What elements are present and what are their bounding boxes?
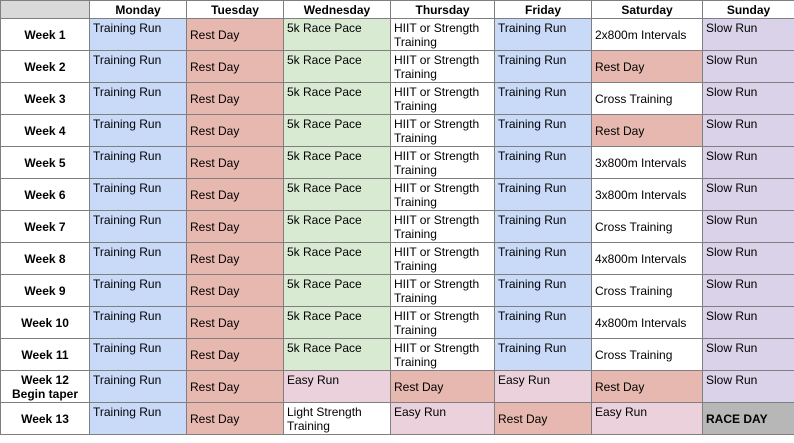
schedule-cell-tuesday[interactable] — [187, 83, 284, 115]
table-row — [1, 83, 794, 115]
schedule-body — [1, 19, 794, 435]
cell-text: Training Run — [498, 341, 567, 355]
cell-text: HIIT or Strength Training — [394, 181, 480, 209]
schedule-cell-friday[interactable] — [495, 403, 592, 435]
schedule-cell-wednesday[interactable] — [284, 371, 391, 403]
cell-text: 5k Race Pace — [287, 213, 362, 227]
cell-text: Cross Training — [595, 91, 673, 106]
schedule-cell-thursday[interactable] — [391, 243, 495, 275]
cell-text: Slow Run — [706, 149, 758, 163]
cell-text: Training Run — [498, 309, 567, 323]
cell-text: HIIT or Strength Training — [394, 21, 480, 49]
schedule-cell-tuesday[interactable] — [187, 147, 284, 179]
cell-text: Rest Day — [595, 379, 645, 394]
cell-text: Training Run — [498, 213, 567, 227]
schedule-cell-saturday[interactable] — [592, 83, 703, 115]
cell-text: Rest Day — [190, 315, 240, 330]
schedule-cell-tuesday[interactable] — [187, 179, 284, 211]
table-row — [1, 403, 794, 435]
week-label: Week 8 — [1, 243, 90, 275]
table-row — [1, 179, 794, 211]
column-header-saturday: Saturday — [592, 1, 703, 19]
week-label: Week 4 — [1, 115, 90, 147]
schedule-cell-tuesday[interactable] — [187, 339, 284, 371]
week-label: Week 11 — [1, 339, 90, 371]
schedule-cell-wednesday[interactable] — [284, 51, 391, 83]
schedule-cell-thursday[interactable] — [391, 19, 495, 51]
cell-text: Easy Run — [394, 405, 447, 419]
cell-text: Slow Run — [706, 277, 758, 291]
table-row — [1, 51, 794, 83]
table-row — [1, 211, 794, 243]
table-row — [1, 307, 794, 339]
cell-text: Training Run — [93, 405, 162, 419]
schedule-cell-friday[interactable] — [495, 147, 592, 179]
schedule-cell-wednesday[interactable] — [284, 307, 391, 339]
column-header-thursday: Thursday — [391, 1, 495, 19]
schedule-cell-tuesday[interactable] — [187, 403, 284, 435]
cell-text: HIIT or Strength Training — [394, 309, 480, 337]
cell-text: RACE DAY — [706, 411, 768, 426]
cell-text: Rest Day — [190, 251, 240, 266]
cell-text: 5k Race Pace — [287, 181, 362, 195]
week-label: Week 9 — [1, 275, 90, 307]
cell-text: Training Run — [93, 21, 162, 35]
schedule-cell-monday[interactable] — [90, 371, 187, 403]
cell-text: Rest Day — [190, 59, 240, 74]
cell-text: Rest Day — [595, 59, 645, 74]
schedule-cell-friday[interactable] — [495, 51, 592, 83]
cell-text: Rest Day — [190, 123, 240, 138]
schedule-cell-friday[interactable] — [495, 19, 592, 51]
table-row — [1, 115, 794, 147]
cell-text: Training Run — [93, 341, 162, 355]
cell-text: Training Run — [93, 213, 162, 227]
schedule-cell-sunday[interactable] — [703, 211, 794, 243]
schedule-cell-monday[interactable] — [90, 19, 187, 51]
column-header-monday: Monday — [90, 1, 187, 19]
schedule-cell-sunday[interactable] — [703, 275, 794, 307]
cell-text: HIIT or Strength Training — [394, 341, 480, 369]
schedule-cell-saturday[interactable] — [592, 403, 703, 435]
schedule-cell-thursday[interactable] — [391, 51, 495, 83]
cell-text: Training Run — [93, 85, 162, 99]
schedule-cell-saturday[interactable] — [592, 371, 703, 403]
schedule-cell-thursday[interactable] — [391, 179, 495, 211]
cell-text: 4x800m Intervals — [595, 251, 687, 266]
cell-text: Slow Run — [706, 117, 758, 131]
column-header-friday: Friday — [495, 1, 592, 19]
schedule-cell-thursday[interactable] — [391, 83, 495, 115]
schedule-cell-thursday[interactable] — [391, 275, 495, 307]
cell-text: 5k Race Pace — [287, 309, 362, 323]
cell-text: Rest Day — [190, 411, 240, 426]
schedule-cell-monday[interactable] — [90, 307, 187, 339]
cell-text: Training Run — [498, 53, 567, 67]
schedule-cell-monday[interactable] — [90, 115, 187, 147]
cell-text: HIIT or Strength Training — [394, 149, 480, 177]
cell-text: Rest Day — [595, 123, 645, 138]
week-label: Week 12 Begin taper — [1, 371, 90, 403]
cell-text: Slow Run — [706, 53, 758, 67]
week-label: Week 7 — [1, 211, 90, 243]
schedule-cell-thursday[interactable] — [391, 339, 495, 371]
cell-text: 5k Race Pace — [287, 117, 362, 131]
schedule-cell-monday[interactable] — [90, 275, 187, 307]
cell-text: Easy Run — [287, 373, 340, 387]
schedule-cell-wednesday[interactable] — [284, 19, 391, 51]
table-row — [1, 19, 794, 51]
schedule-cell-monday[interactable] — [90, 403, 187, 435]
cell-text: Slow Run — [706, 245, 758, 259]
cell-text: HIIT or Strength Training — [394, 245, 480, 273]
cell-text: 5k Race Pace — [287, 277, 362, 291]
column-header-wednesday: Wednesday — [284, 1, 391, 19]
cell-text: 5k Race Pace — [287, 53, 362, 67]
cell-text: 5k Race Pace — [287, 149, 362, 163]
schedule-cell-monday[interactable] — [90, 83, 187, 115]
schedule-cell-thursday[interactable] — [391, 403, 495, 435]
cell-text: Slow Run — [706, 309, 758, 323]
cell-text: 4x800m Intervals — [595, 315, 687, 330]
week-label: Week 13 — [1, 403, 90, 435]
schedule-cell-friday[interactable] — [495, 115, 592, 147]
cell-text: Training Run — [93, 149, 162, 163]
cell-text: Training Run — [93, 245, 162, 259]
schedule-cell-saturday[interactable] — [592, 339, 703, 371]
table-row — [1, 339, 794, 371]
schedule-cell-wednesday[interactable] — [284, 211, 391, 243]
schedule-cell-saturday[interactable] — [592, 19, 703, 51]
schedule-cell-saturday[interactable] — [592, 51, 703, 83]
schedule-cell-thursday[interactable] — [391, 115, 495, 147]
schedule-cell-wednesday[interactable] — [284, 83, 391, 115]
cell-text: Slow Run — [706, 213, 758, 227]
week-label: Week 10 — [1, 307, 90, 339]
cell-text: 3x800m Intervals — [595, 187, 687, 202]
schedule-cell-wednesday[interactable] — [284, 275, 391, 307]
cell-text: Training Run — [93, 117, 162, 131]
schedule-cell-tuesday[interactable] — [187, 243, 284, 275]
cell-text: Light Strength Training — [287, 405, 362, 433]
schedule-cell-wednesday[interactable] — [284, 339, 391, 371]
cell-text: Training Run — [498, 149, 567, 163]
cell-text: 5k Race Pace — [287, 21, 362, 35]
schedule-cell-friday[interactable] — [495, 307, 592, 339]
schedule-cell-thursday[interactable] — [391, 371, 495, 403]
header-row — [1, 1, 794, 19]
schedule-cell-sunday[interactable] — [703, 339, 794, 371]
table-row — [1, 275, 794, 307]
schedule-cell-saturday[interactable] — [592, 211, 703, 243]
cell-text: Rest Day — [190, 155, 240, 170]
cell-text: Rest Day — [394, 379, 444, 394]
cell-text: Rest Day — [190, 187, 240, 202]
cell-text: Rest Day — [190, 283, 240, 298]
cell-text: Training Run — [498, 181, 567, 195]
cell-text: 5k Race Pace — [287, 341, 362, 355]
cell-text: Training Run — [93, 277, 162, 291]
cell-text: Slow Run — [706, 373, 758, 387]
schedule-cell-wednesday[interactable] — [284, 115, 391, 147]
schedule-cell-wednesday[interactable] — [284, 147, 391, 179]
schedule-cell-friday[interactable] — [495, 83, 592, 115]
week-label: Week 3 — [1, 83, 90, 115]
cell-text: Training Run — [93, 53, 162, 67]
schedule-cell-monday[interactable] — [90, 147, 187, 179]
cell-text: 5k Race Pace — [287, 85, 362, 99]
schedule-cell-sunday[interactable] — [703, 243, 794, 275]
schedule-cell-saturday[interactable] — [592, 179, 703, 211]
schedule-cell-sunday[interactable] — [703, 115, 794, 147]
cell-text: HIIT or Strength Training — [394, 213, 480, 241]
cell-text: Rest Day — [190, 27, 240, 42]
cell-text: 2x800m Intervals — [595, 27, 687, 42]
schedule-cell-thursday[interactable] — [391, 307, 495, 339]
schedule-cell-monday[interactable] — [90, 339, 187, 371]
schedule-cell-friday[interactable] — [495, 211, 592, 243]
schedule-cell-thursday[interactable] — [391, 211, 495, 243]
week-label: Week 2 — [1, 51, 90, 83]
cell-text: Training Run — [93, 181, 162, 195]
schedule-cell-sunday[interactable] — [703, 371, 794, 403]
schedule-cell-wednesday[interactable] — [284, 243, 391, 275]
schedule-cell-monday[interactable] — [90, 243, 187, 275]
table-row — [1, 371, 794, 403]
schedule-cell-tuesday[interactable] — [187, 275, 284, 307]
schedule-cell-friday[interactable] — [495, 243, 592, 275]
schedule-cell-sunday[interactable] — [703, 403, 794, 435]
cell-text: Slow Run — [706, 21, 758, 35]
cell-text: Rest Day — [498, 411, 548, 426]
schedule-cell-wednesday[interactable] — [284, 179, 391, 211]
week-label: Week 1 — [1, 19, 90, 51]
cell-text: Cross Training — [595, 347, 673, 362]
schedule-cell-friday[interactable] — [495, 275, 592, 307]
cell-text: Training Run — [498, 245, 567, 259]
schedule-cell-thursday[interactable] — [391, 147, 495, 179]
cell-text: HIIT or Strength Training — [394, 277, 480, 305]
schedule-cell-friday[interactable] — [495, 371, 592, 403]
cell-text: Rest Day — [190, 379, 240, 394]
cell-text: Slow Run — [706, 85, 758, 99]
cell-text: 3x800m Intervals — [595, 155, 687, 170]
schedule-cell-saturday[interactable] — [592, 147, 703, 179]
column-header-sunday: Sunday — [703, 1, 794, 19]
schedule-cell-friday[interactable] — [495, 179, 592, 211]
schedule-cell-sunday[interactable] — [703, 19, 794, 51]
week-label: Week 5 — [1, 147, 90, 179]
schedule-cell-tuesday[interactable] — [187, 51, 284, 83]
cell-text: Rest Day — [190, 91, 240, 106]
schedule-cell-sunday[interactable] — [703, 83, 794, 115]
schedule-cell-tuesday[interactable] — [187, 307, 284, 339]
cell-text: Training Run — [498, 21, 567, 35]
schedule-cell-friday[interactable] — [495, 339, 592, 371]
schedule-cell-tuesday[interactable] — [187, 211, 284, 243]
cell-text: Slow Run — [706, 181, 758, 195]
schedule-cell-tuesday[interactable] — [187, 371, 284, 403]
cell-text: Training Run — [93, 309, 162, 323]
cell-text: Easy Run — [595, 405, 648, 419]
schedule-cell-saturday[interactable] — [592, 115, 703, 147]
cell-text: Training Run — [498, 277, 567, 291]
schedule-cell-sunday[interactable] — [703, 179, 794, 211]
schedule-cell-tuesday[interactable] — [187, 19, 284, 51]
corner-cell — [1, 1, 90, 19]
schedule-cell-saturday[interactable] — [592, 243, 703, 275]
cell-text: 5k Race Pace — [287, 245, 362, 259]
cell-text: Training Run — [93, 373, 162, 387]
cell-text: HIIT or Strength Training — [394, 53, 480, 81]
schedule-cell-wednesday[interactable] — [284, 403, 391, 435]
cell-text: Rest Day — [190, 347, 240, 362]
cell-text: HIIT or Strength Training — [394, 85, 480, 113]
cell-text: HIIT or Strength Training — [394, 117, 480, 145]
schedule-cell-saturday[interactable] — [592, 307, 703, 339]
column-header-tuesday: Tuesday — [187, 1, 284, 19]
schedule-cell-saturday[interactable] — [592, 275, 703, 307]
cell-text: Cross Training — [595, 283, 673, 298]
table-row — [1, 243, 794, 275]
schedule-cell-tuesday[interactable] — [187, 115, 284, 147]
cell-text: Training Run — [498, 117, 567, 131]
week-label: Week 6 — [1, 179, 90, 211]
schedule-cell-monday[interactable] — [90, 179, 187, 211]
cell-text: Rest Day — [190, 219, 240, 234]
cell-text: Training Run — [498, 85, 567, 99]
schedule-cell-sunday[interactable] — [703, 307, 794, 339]
schedule-cell-sunday[interactable] — [703, 147, 794, 179]
cell-text: Cross Training — [595, 219, 673, 234]
cell-text: Slow Run — [706, 341, 758, 355]
table-row — [1, 147, 794, 179]
cell-text: Easy Run — [498, 373, 551, 387]
schedule-cell-sunday[interactable] — [703, 51, 794, 83]
schedule-cell-monday[interactable] — [90, 211, 187, 243]
schedule-cell-monday[interactable] — [90, 51, 187, 83]
